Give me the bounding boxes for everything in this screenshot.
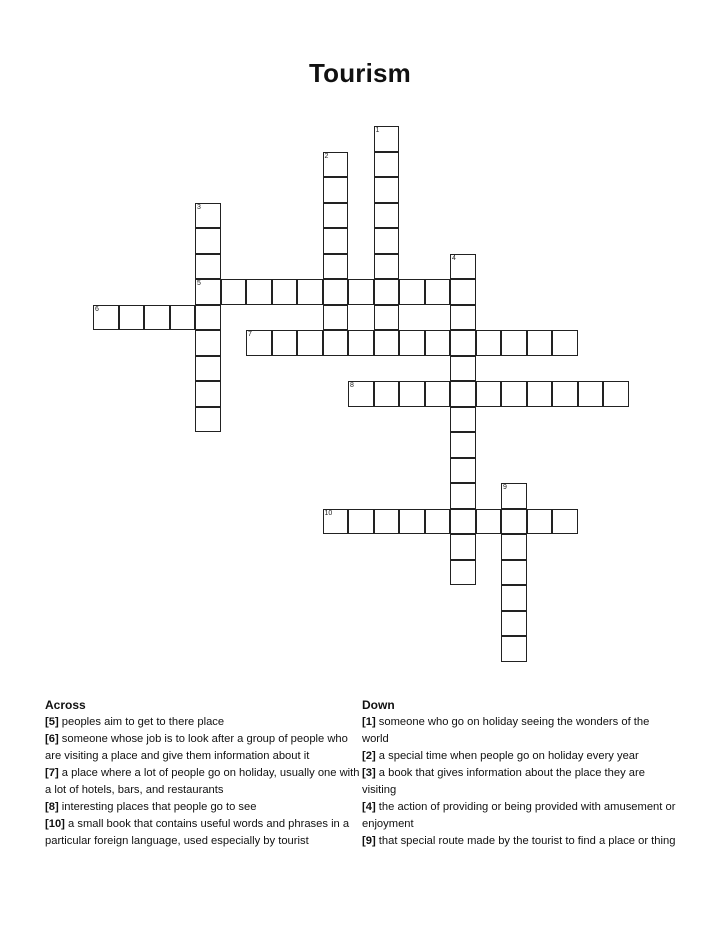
crossword-cell [297, 330, 323, 356]
across-clue [45, 816, 363, 850]
crossword-cell [374, 203, 400, 229]
crossword-cell [170, 305, 196, 331]
clue-number: [4] [362, 801, 376, 813]
crossword-cell [195, 305, 221, 331]
down-heading: Down [362, 698, 395, 712]
crossword-cell [476, 330, 502, 356]
crossword-cell [195, 381, 221, 407]
clue-number: [2] [362, 750, 376, 762]
page-title: Tourism [308, 58, 412, 88]
clue-text: someone who go on holiday seeing the wonders of the world [362, 716, 650, 745]
crossword-cell [552, 330, 578, 356]
clue-text: the action of providing or being provided with amusement or enjoyment [362, 801, 676, 830]
crossword-cell [450, 432, 476, 458]
crossword-cell [348, 330, 374, 356]
across-clue [45, 799, 363, 816]
crossword-cell [195, 356, 221, 382]
crossword-cell [323, 305, 349, 331]
cell-number: 10 [324, 509, 333, 517]
crossword-cell [399, 330, 425, 356]
crossword-cell [501, 611, 527, 637]
crossword-cell [578, 381, 604, 407]
crossword-cell [195, 407, 221, 433]
clue-number: [7] [45, 767, 59, 779]
crossword-cell [450, 381, 476, 407]
crossword-cell [374, 509, 400, 535]
cell-number: 5 [197, 280, 201, 287]
crossword-cell [425, 330, 451, 356]
crossword-cell [374, 330, 400, 356]
crossword-cell [374, 381, 400, 407]
crossword-cell [195, 254, 221, 280]
across-heading: Across [45, 698, 86, 712]
crossword-cell [374, 228, 400, 254]
cell-number: 9 [503, 484, 507, 491]
crossword-cell [425, 381, 451, 407]
cell-number: 7 [248, 331, 252, 338]
crossword-cell [450, 458, 476, 484]
crossword-cell [501, 585, 527, 611]
crossword-cell [323, 177, 349, 203]
crossword-cell [144, 305, 170, 331]
clue-text: a place where a lot of people go on holiday, usually one with a lot of hotels, bars, and restaurants [45, 767, 360, 796]
crossword-cell [272, 330, 298, 356]
crossword-cell [476, 381, 502, 407]
crossword-cell [323, 152, 349, 178]
across-clue [45, 765, 363, 799]
crossword-cell [450, 509, 476, 535]
crossword-cell [323, 228, 349, 254]
cell-number: 2 [324, 152, 329, 160]
crossword-cell [221, 279, 247, 305]
crossword-cell [119, 305, 145, 331]
crossword-cell [425, 509, 451, 535]
crossword-cell [323, 330, 349, 356]
across-clues [45, 697, 363, 850]
crossword-cell [527, 509, 553, 535]
clue-text: interesting places that people go to see [61, 801, 257, 813]
crossword-cell [501, 534, 527, 560]
crossword-cell [450, 483, 476, 509]
crossword-cell [450, 407, 476, 433]
crossword-cell [374, 152, 400, 178]
crossword-cell [374, 305, 400, 331]
crossword-cell [374, 254, 400, 280]
crossword-cell [450, 560, 476, 586]
clue-text: a small book that contains useful words and phrases in a particular foreign language, used especially by tourist [45, 818, 350, 847]
crossword-cell [450, 356, 476, 382]
across-clue [45, 731, 363, 765]
across-clue [45, 714, 363, 731]
crossword-cell [93, 305, 119, 331]
crossword-cell [399, 381, 425, 407]
clue-number: [10] [45, 818, 65, 830]
crossword-cell [425, 279, 451, 305]
crossword-cell [374, 126, 400, 152]
crossword-cell [501, 560, 527, 586]
crossword-cell [450, 534, 476, 560]
crossword-cell [527, 381, 553, 407]
crossword-cell [348, 509, 374, 535]
crossword-cell [348, 279, 374, 305]
clue-number: [5] [45, 716, 59, 728]
crossword-cell [374, 279, 400, 305]
cell-number: 4 [452, 254, 456, 262]
crossword-cell [195, 203, 221, 229]
clue-number: [6] [45, 733, 59, 745]
clue-number: [9] [362, 835, 376, 847]
down-clue [362, 799, 678, 833]
crossword-cell [501, 509, 527, 535]
clue-number: [1] [362, 716, 376, 728]
crossword-cell [501, 330, 527, 356]
down-clue [362, 833, 678, 850]
crossword-cell [501, 636, 527, 662]
crossword-cell [552, 381, 578, 407]
down-clue [362, 748, 678, 765]
crossword-cell [527, 330, 553, 356]
crossword-cell [399, 279, 425, 305]
crossword-cell [374, 177, 400, 203]
down-clues [362, 697, 678, 850]
down-clue [362, 714, 678, 748]
clue-text: someone whose job is to look after a group of people who are visiting a place and give them information about it [45, 733, 348, 762]
crossword-cell [246, 330, 272, 356]
crossword-cell [323, 203, 349, 229]
clue-text: a book that gives information about the place they are visiting [362, 767, 645, 796]
clue-text: peoples aim to get to there place [61, 716, 225, 728]
crossword-cell [195, 330, 221, 356]
crossword-cell [323, 279, 349, 305]
crossword-cell [501, 483, 527, 509]
cell-number: 8 [350, 382, 354, 389]
crossword-cell [501, 381, 527, 407]
cell-number: 6 [95, 305, 99, 313]
cell-number: 3 [197, 203, 201, 211]
down-clue [362, 765, 678, 799]
crossword-cell [323, 254, 349, 280]
crossword-cell [348, 381, 374, 407]
crossword-cell [450, 330, 476, 356]
clue-text: that special route made by the tourist to find a place or thing [378, 835, 676, 847]
crossword-cell [195, 279, 221, 305]
crossword-cell [297, 279, 323, 305]
clue-text: a special time when people go on holiday every year [378, 750, 639, 762]
clue-number: [8] [45, 801, 59, 813]
crossword-cell [195, 228, 221, 254]
crossword-cell [450, 305, 476, 331]
crossword-cell [450, 254, 476, 280]
crossword-cell [450, 279, 476, 305]
crossword-cell [272, 279, 298, 305]
crossword-cell [476, 509, 502, 535]
crossword-cell [323, 509, 349, 535]
crossword-cell [552, 509, 578, 535]
crossword-cell [246, 279, 272, 305]
crossword-cell [603, 381, 629, 407]
crossword-cell [399, 509, 425, 535]
clue-number: [3] [362, 767, 376, 779]
cell-number: 1 [375, 127, 380, 134]
